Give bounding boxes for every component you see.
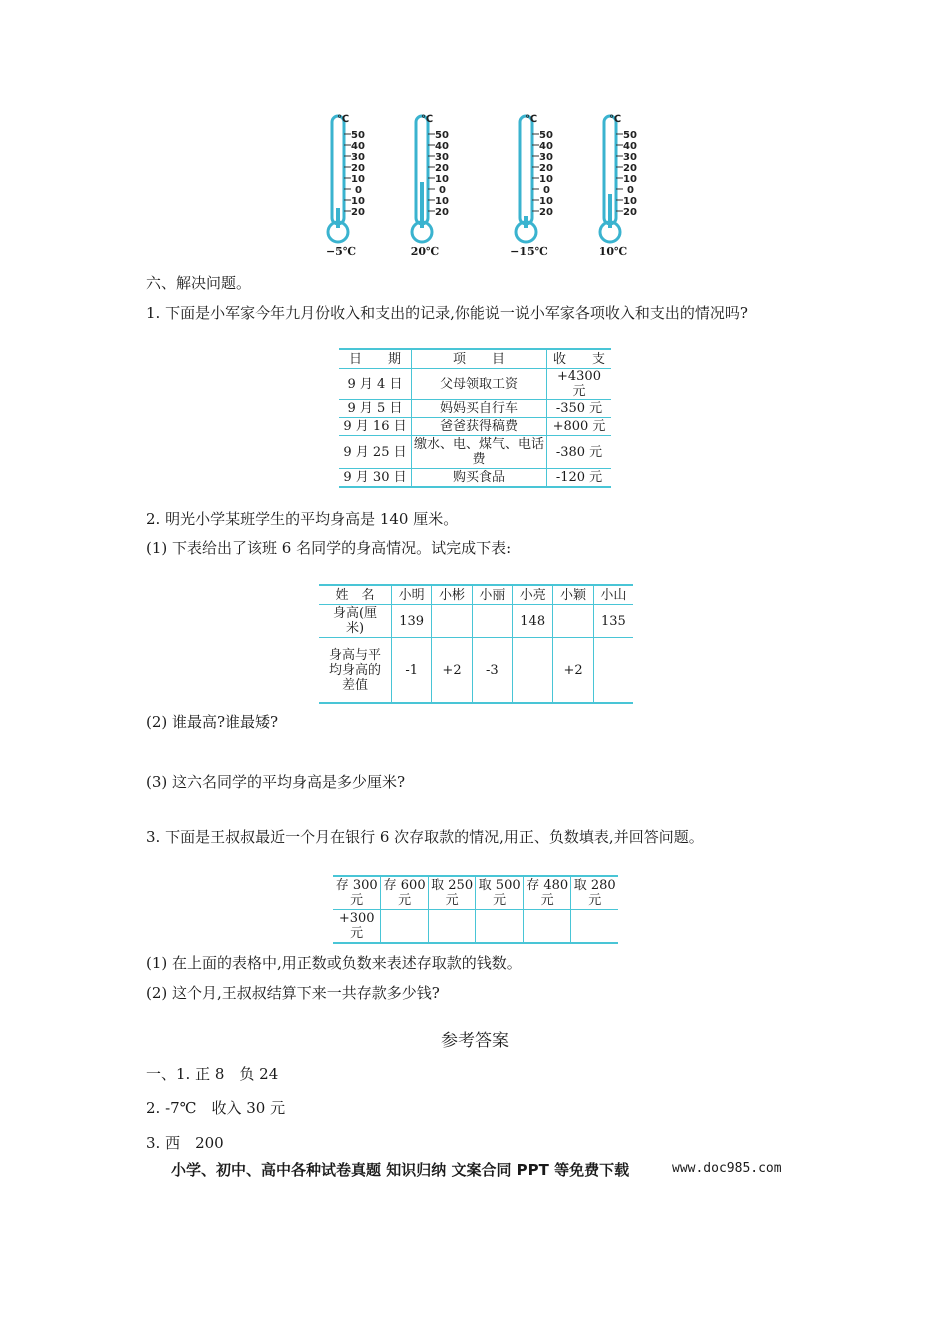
table-cell: 取 500 元 bbox=[476, 876, 524, 910]
table-cell bbox=[428, 910, 476, 944]
cell-item: 缴水、电、煤气、电话费 bbox=[412, 436, 547, 469]
footer-url[interactable]: www.doc985.com bbox=[672, 1161, 782, 1176]
tick-label: 10 bbox=[539, 196, 553, 207]
cell-item: 妈妈买自行车 bbox=[412, 400, 547, 418]
tick-label: 20 bbox=[351, 163, 365, 174]
tick-label: 20 bbox=[539, 163, 553, 174]
table-row bbox=[339, 436, 611, 469]
table-cell: -3 bbox=[472, 638, 512, 704]
student-name: 小颖 bbox=[553, 585, 593, 605]
tick-label: 30 bbox=[435, 152, 449, 163]
cell-item: 父母领取工资 bbox=[412, 369, 547, 400]
question-2-part-1: (1) 下表给出了该班 6 名同学的身高情况。试完成下表: bbox=[146, 539, 512, 557]
bank-table bbox=[333, 875, 618, 944]
table-cell bbox=[472, 605, 512, 638]
table-row bbox=[333, 876, 618, 910]
table-cell bbox=[571, 910, 618, 944]
table-cell: 存 600 元 bbox=[381, 876, 429, 910]
tick-label: 40 bbox=[351, 141, 365, 152]
income-expense-table bbox=[339, 348, 611, 488]
answer-3: 3. 西 200 bbox=[146, 1134, 224, 1152]
cell-amount: +4300 元 bbox=[547, 369, 612, 400]
cell-date: 9 月 25 日 bbox=[339, 436, 412, 469]
tick-label: 10 bbox=[539, 174, 553, 185]
tick-label: 50 bbox=[351, 130, 365, 141]
table-row bbox=[319, 605, 633, 638]
cell-amount: -380 元 bbox=[547, 436, 612, 469]
cell-date: 9 月 4 日 bbox=[339, 369, 412, 400]
thermometer-2-graphic bbox=[409, 112, 469, 247]
question-3: 3. 下面是王叔叔最近一个月在银行 6 次存取款的情况,用正、负数填表,并回答问题。 bbox=[146, 828, 704, 846]
answer-2: 2. -7℃ 收入 30 元 bbox=[146, 1099, 286, 1117]
tick-label: 10 bbox=[623, 196, 637, 207]
table-cell: +2 bbox=[432, 638, 472, 704]
tick-label: 10 bbox=[623, 174, 637, 185]
question-1: 1. 下面是小军家今年九月份收入和支出的记录,你能说一说小军家各项收入和支出的情况吗? bbox=[146, 304, 748, 322]
cell-date: 9 月 5 日 bbox=[339, 400, 412, 418]
table-cell bbox=[513, 638, 553, 704]
header-amount: 收 支 bbox=[547, 349, 612, 369]
footer-text: 小学、初中、高中各种试卷真题 知识归纳 文案合同 PPT 等免费下载 bbox=[171, 1161, 630, 1179]
table-cell bbox=[523, 910, 571, 944]
table-row bbox=[339, 418, 611, 436]
table-cell: +2 bbox=[553, 638, 593, 704]
table-cell: 139 bbox=[392, 605, 432, 638]
table-row bbox=[339, 469, 611, 488]
row-label-difference: 身高与平均身高的差值 bbox=[319, 638, 392, 704]
thermometer-4 bbox=[597, 112, 657, 262]
thermometer-3 bbox=[510, 112, 573, 262]
header-item: 项 目 bbox=[412, 349, 547, 369]
thermometer-1-unit: ℃ bbox=[337, 114, 350, 125]
answer-1: 一、1. 正 8 负 24 bbox=[146, 1065, 279, 1083]
table-cell: 取 280 元 bbox=[571, 876, 618, 910]
question-3-part-2: (2) 这个月,王叔叔结算下来一共存款多少钱? bbox=[146, 984, 440, 1002]
question-2-part-3: (3) 这六名同学的平均身高是多少厘米? bbox=[146, 773, 406, 791]
row-label-height: 身高(厘米) bbox=[319, 605, 392, 638]
tick-label: 40 bbox=[623, 141, 637, 152]
table-header-row bbox=[319, 585, 633, 605]
tick-label: 40 bbox=[539, 141, 553, 152]
tick-label: 10 bbox=[351, 174, 365, 185]
table-cell bbox=[381, 910, 429, 944]
thermometer-4-unit: ℃ bbox=[609, 114, 622, 125]
tick-label: 0 bbox=[543, 185, 550, 196]
tick-label: 40 bbox=[435, 141, 449, 152]
student-name: 小彬 bbox=[432, 585, 472, 605]
thermometer-1 bbox=[325, 112, 385, 262]
table-cell bbox=[476, 910, 524, 944]
tick-label: 20 bbox=[351, 207, 365, 218]
table-header-row bbox=[339, 349, 611, 369]
question-2: 2. 明光小学某班学生的平均身高是 140 厘米。 bbox=[146, 510, 459, 528]
cell-item: 爸爸获得稿费 bbox=[412, 418, 547, 436]
thermometer-3-graphic bbox=[513, 112, 573, 247]
student-name: 小山 bbox=[593, 585, 633, 605]
cell-date: 9 月 16 日 bbox=[339, 418, 412, 436]
tick-label: 20 bbox=[623, 207, 637, 218]
thermometer-3-caption: −15℃ bbox=[510, 245, 548, 258]
tick-label: 30 bbox=[351, 152, 365, 163]
header-name: 姓 名 bbox=[319, 585, 392, 605]
table-cell: 取 250 元 bbox=[428, 876, 476, 910]
tick-label: 10 bbox=[435, 174, 449, 185]
table-cell bbox=[432, 605, 472, 638]
cell-amount: +800 元 bbox=[547, 418, 612, 436]
answers-title: 参考答案 bbox=[441, 1031, 509, 1051]
table-row bbox=[339, 369, 611, 400]
table-cell: +300 元 bbox=[333, 910, 381, 944]
tick-label: 0 bbox=[439, 185, 446, 196]
table-cell: 148 bbox=[513, 605, 553, 638]
thermometer-2-unit: ℃ bbox=[421, 114, 434, 125]
cell-amount: -120 元 bbox=[547, 469, 612, 488]
tick-label: 20 bbox=[435, 207, 449, 218]
tick-label: 30 bbox=[539, 152, 553, 163]
thermometer-2 bbox=[409, 112, 469, 262]
tick-label: 10 bbox=[435, 196, 449, 207]
table-cell: -1 bbox=[392, 638, 432, 704]
table-cell: 135 bbox=[593, 605, 633, 638]
table-cell: 存 300 元 bbox=[333, 876, 381, 910]
thermometer-1-caption: −5℃ bbox=[325, 245, 357, 258]
cell-item: 购买食品 bbox=[412, 469, 547, 488]
tick-label: 0 bbox=[627, 185, 634, 196]
tick-label: 10 bbox=[351, 196, 365, 207]
thermometer-4-caption: 10℃ bbox=[598, 245, 628, 258]
tick-label: 50 bbox=[623, 130, 637, 141]
question-2-part-2: (2) 谁最高?谁最矮? bbox=[146, 713, 279, 731]
table-row bbox=[339, 400, 611, 418]
tick-label: 20 bbox=[539, 207, 553, 218]
tick-label: 20 bbox=[623, 163, 637, 174]
table-cell bbox=[553, 605, 593, 638]
table-cell: 存 480 元 bbox=[523, 876, 571, 910]
cell-amount: -350 元 bbox=[547, 400, 612, 418]
tick-label: 50 bbox=[539, 130, 553, 141]
height-table bbox=[319, 584, 633, 704]
student-name: 小亮 bbox=[513, 585, 553, 605]
thermometer-2-caption: 20℃ bbox=[410, 245, 440, 258]
table-row bbox=[333, 910, 618, 944]
thermometer-4-graphic bbox=[597, 112, 657, 247]
table-cell bbox=[593, 638, 633, 704]
tick-label: 30 bbox=[623, 152, 637, 163]
thermometer-3-unit: ℃ bbox=[525, 114, 538, 125]
section-heading: 六、解决问题。 bbox=[146, 274, 252, 292]
student-name: 小丽 bbox=[472, 585, 512, 605]
student-name: 小明 bbox=[392, 585, 432, 605]
tick-label: 0 bbox=[355, 185, 362, 196]
question-3-part-1: (1) 在上面的表格中,用正数或负数来表述存取款的钱数。 bbox=[146, 954, 522, 972]
tick-label: 50 bbox=[435, 130, 449, 141]
thermometer-1-graphic bbox=[325, 112, 385, 247]
table-row bbox=[319, 638, 633, 704]
cell-date: 9 月 30 日 bbox=[339, 469, 412, 488]
tick-label: 20 bbox=[435, 163, 449, 174]
header-date: 日 期 bbox=[339, 349, 412, 369]
